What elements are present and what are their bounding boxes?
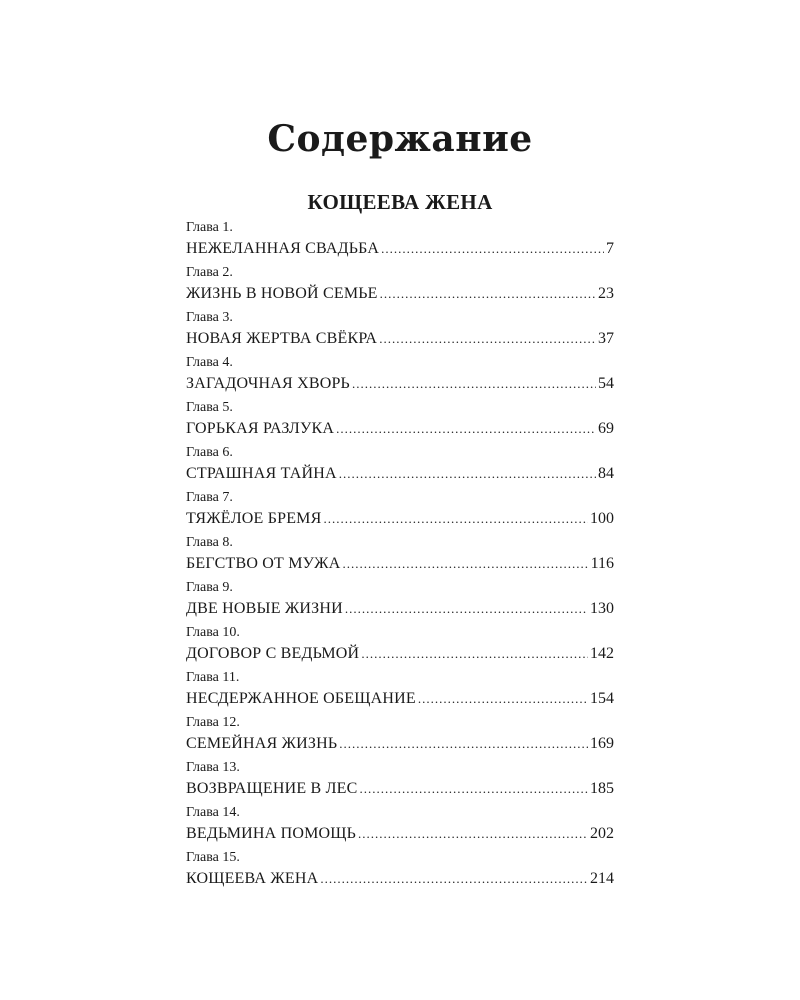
chapter-line <box>186 462 614 486</box>
chapter-title: БЕГСТВО ОТ МУЖА <box>186 555 341 572</box>
page-number: 84 <box>598 465 614 482</box>
section-title: КОЩЕЕВА ЖЕНА <box>307 190 493 214</box>
toc-entry[interactable] <box>186 803 614 848</box>
dot-leader <box>320 867 588 891</box>
dot-leader <box>342 552 588 576</box>
chapter-label: Глава 13. <box>186 760 240 775</box>
toc-entry[interactable] <box>186 488 614 533</box>
toc-entry[interactable] <box>186 308 614 353</box>
page-number: 142 <box>590 645 614 662</box>
table-of-contents <box>186 218 614 893</box>
chapter-label: Глава 2. <box>186 265 233 280</box>
toc-entry[interactable] <box>186 263 614 308</box>
dot-leader <box>339 732 588 756</box>
page-number: 154 <box>590 690 614 707</box>
chapter-line <box>186 597 614 621</box>
chapter-line <box>186 507 614 531</box>
chapter-title: СЕМЕЙНАЯ ЖИЗНЬ <box>186 735 338 752</box>
chapter-title: КОЩЕЕВА ЖЕНА <box>186 870 319 887</box>
chapter-label: Глава 14. <box>186 805 240 820</box>
chapter-title: ЖИЗНЬ В НОВОЙ СЕМЬЕ <box>186 285 378 302</box>
dot-leader <box>361 642 588 666</box>
page-number: 130 <box>590 600 614 617</box>
chapter-title: ДОГОВОР С ВЕДЬМОЙ <box>186 645 360 662</box>
dot-leader <box>336 417 596 441</box>
chapter-title: ВОЗВРАЩЕНИЕ В ЛЕС <box>186 780 358 797</box>
chapter-title: НЕСДЕРЖАННОЕ ОБЕЩАНИЕ <box>186 690 416 707</box>
chapter-title: НОВАЯ ЖЕРТВА СВЁКРА <box>186 330 378 347</box>
toc-entry[interactable] <box>186 758 614 803</box>
toc-entry[interactable] <box>186 623 614 668</box>
chapter-line <box>186 822 614 846</box>
page-number: 169 <box>590 735 614 752</box>
chapter-line <box>186 282 614 306</box>
chapter-label: Глава 9. <box>186 580 233 595</box>
chapter-line <box>186 732 614 756</box>
dot-leader <box>379 327 596 351</box>
page-number: 69 <box>598 420 614 437</box>
dot-leader <box>380 282 596 306</box>
toc-entry[interactable] <box>186 533 614 578</box>
toc-entry[interactable] <box>186 398 614 443</box>
chapter-label: Глава 11. <box>186 670 240 685</box>
chapter-line <box>186 777 614 801</box>
toc-entry[interactable] <box>186 713 614 758</box>
chapter-label: Глава 6. <box>186 445 233 460</box>
page-number: 54 <box>598 375 614 392</box>
toc-entry[interactable] <box>186 443 614 488</box>
chapter-label: Глава 8. <box>186 535 233 550</box>
page-number: 23 <box>598 285 614 302</box>
chapter-label: Глава 10. <box>186 625 240 640</box>
chapter-title: СТРАШНАЯ ТАЙНА <box>186 465 337 482</box>
chapter-title: ТЯЖЁЛОЕ БРЕМЯ <box>186 510 322 527</box>
chapter-line <box>186 687 614 711</box>
dot-leader <box>381 237 604 261</box>
chapter-title: НЕЖЕЛАННАЯ СВАДЬБА <box>186 240 380 257</box>
chapter-line <box>186 372 614 396</box>
chapter-title: ДВЕ НОВЫЕ ЖИЗНИ <box>186 600 343 617</box>
chapter-line <box>186 552 614 576</box>
chapter-label: Глава 4. <box>186 355 233 370</box>
page-number: 214 <box>590 870 614 887</box>
dot-leader <box>323 507 588 531</box>
chapter-line <box>186 327 614 351</box>
toc-entry[interactable] <box>186 218 614 263</box>
dot-leader <box>358 822 588 846</box>
chapter-label: Глава 12. <box>186 715 240 730</box>
chapter-label: Глава 7. <box>186 490 233 505</box>
chapter-title: ГОРЬКАЯ РАЗЛУКА <box>186 420 335 437</box>
dot-leader <box>418 687 588 711</box>
chapter-line <box>186 642 614 666</box>
page-number: 37 <box>598 330 614 347</box>
dot-leader <box>339 462 596 486</box>
page-number: 185 <box>590 780 614 797</box>
toc-entry[interactable] <box>186 848 614 893</box>
toc-entry[interactable] <box>186 668 614 713</box>
page-title: Содержание <box>267 118 533 160</box>
toc-entry[interactable] <box>186 578 614 623</box>
dot-leader <box>352 372 596 396</box>
chapter-line <box>186 867 614 891</box>
chapter-label: Глава 5. <box>186 400 233 415</box>
chapter-line <box>186 237 614 261</box>
chapter-line <box>186 417 614 441</box>
page-number: 202 <box>590 825 614 842</box>
chapter-title: ЗАГАДОЧНАЯ ХВОРЬ <box>186 375 350 392</box>
chapter-label: Глава 1. <box>186 220 233 235</box>
chapter-title: ВЕДЬМИНА ПОМОЩЬ <box>186 825 357 842</box>
toc-entry[interactable] <box>186 353 614 398</box>
page-number: 100 <box>590 510 614 527</box>
chapter-label: Глава 15. <box>186 850 240 865</box>
page-number: 116 <box>590 555 614 572</box>
dot-leader <box>345 597 588 621</box>
page-number: 7 <box>606 240 614 257</box>
dot-leader <box>360 777 589 801</box>
chapter-label: Глава 3. <box>186 310 233 325</box>
